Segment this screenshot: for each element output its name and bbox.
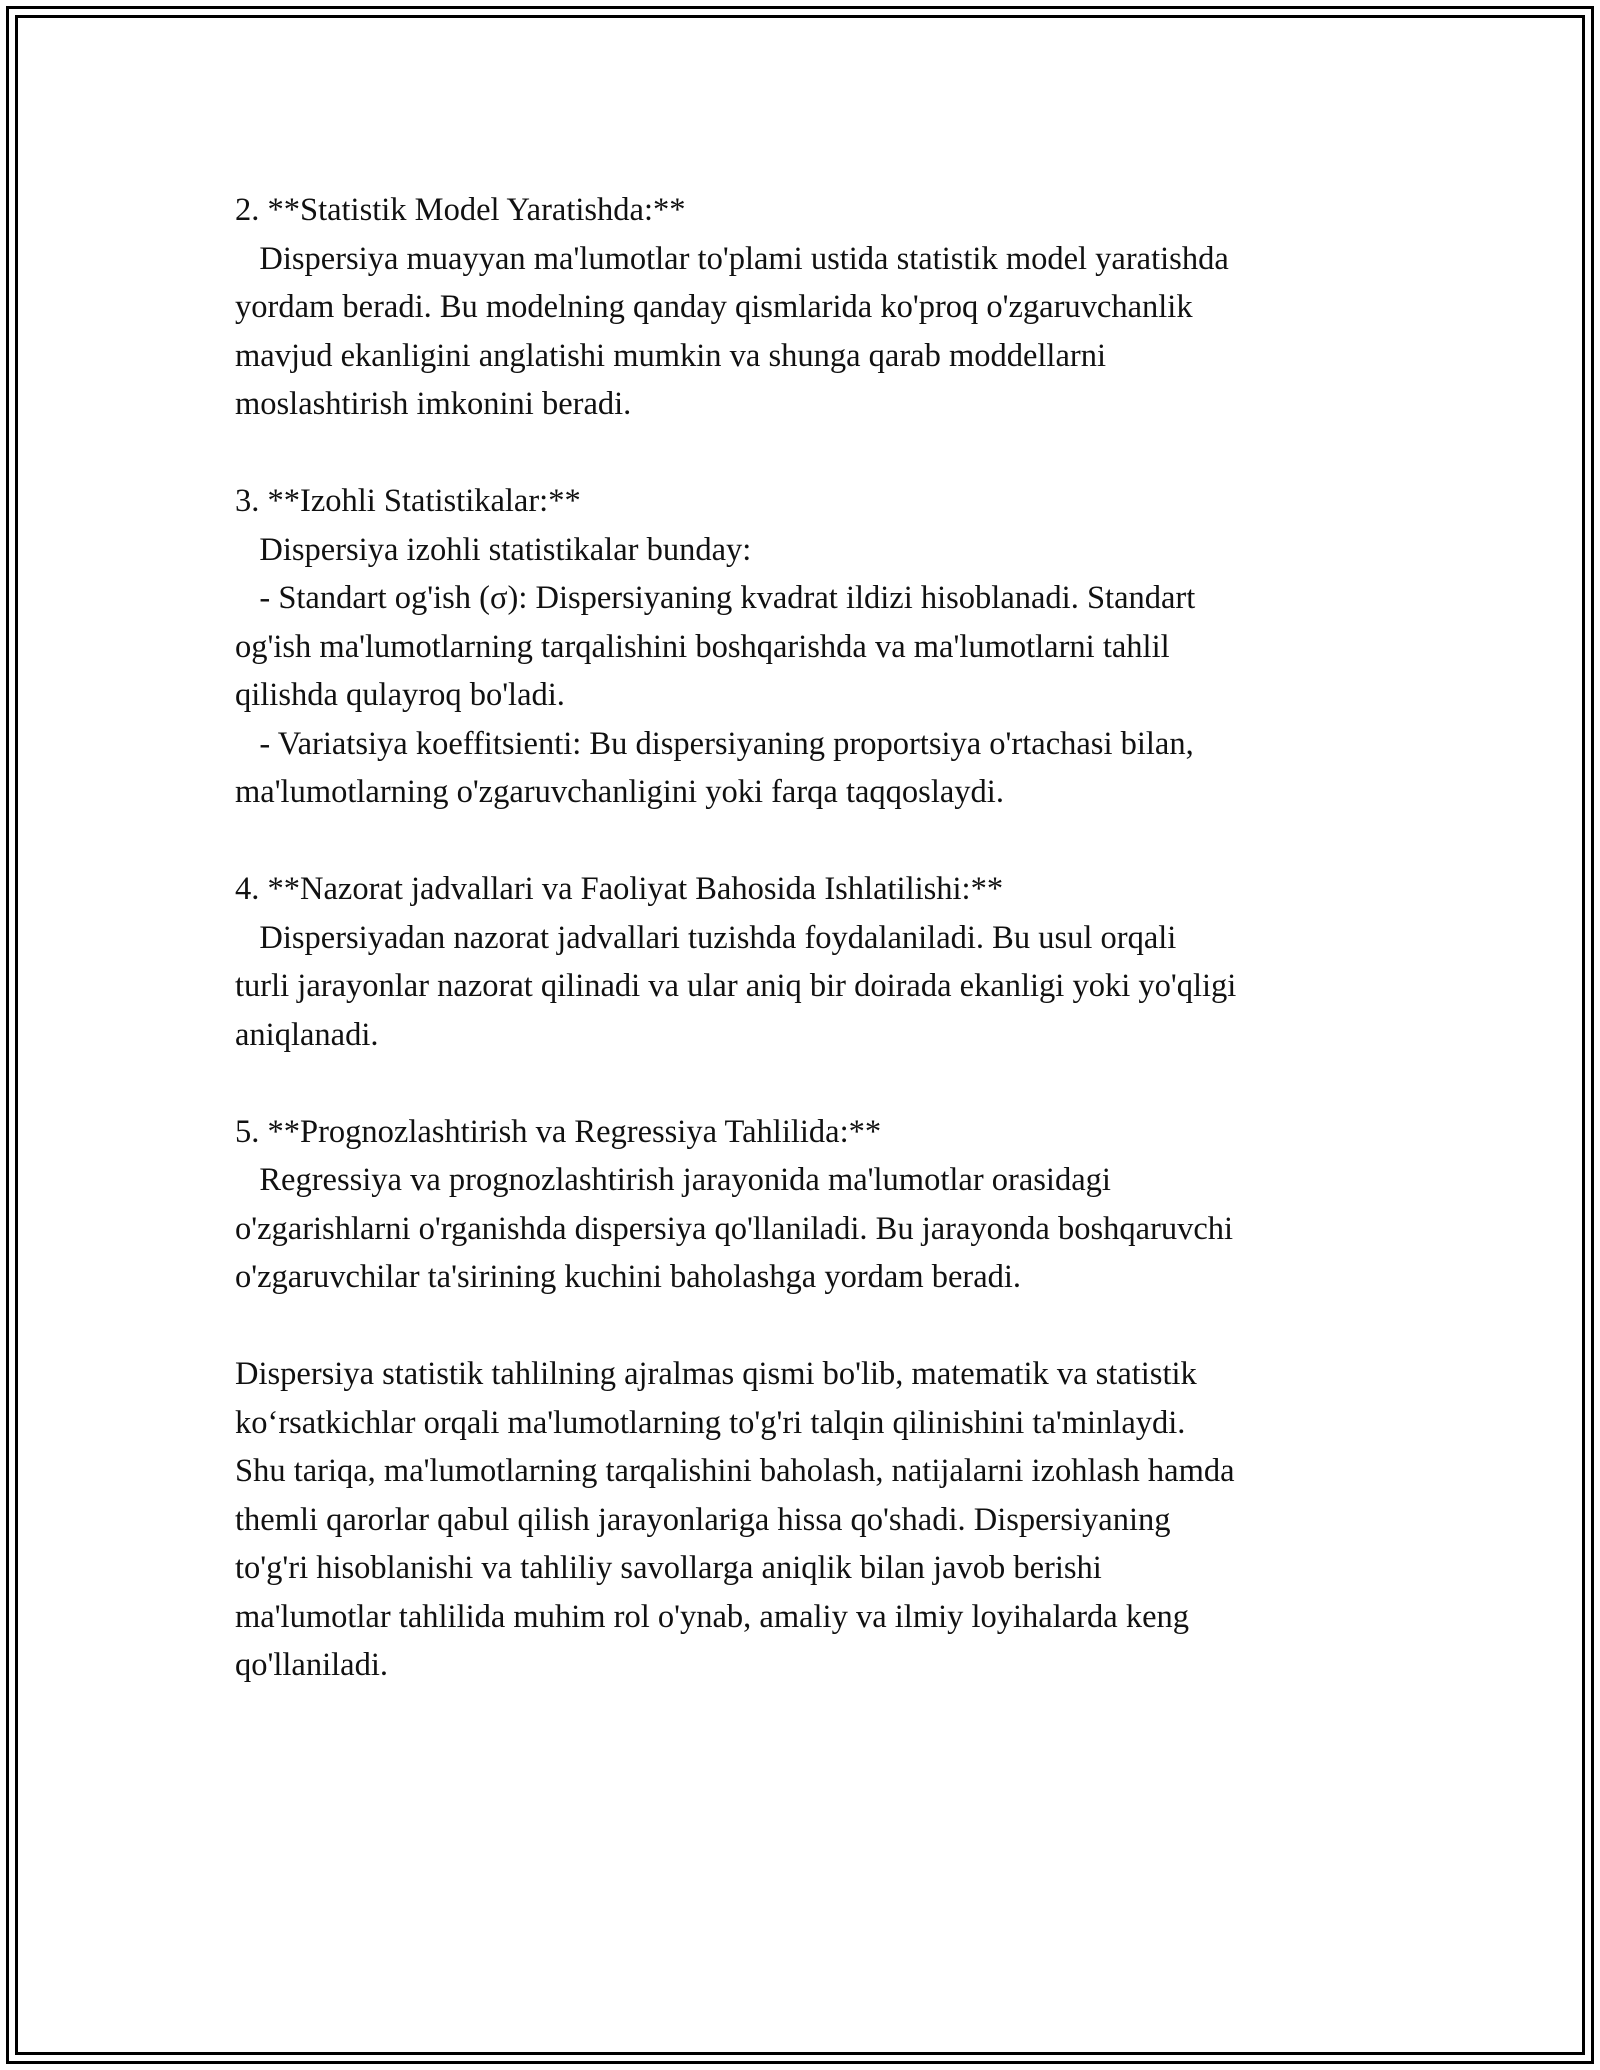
- text-line: o'zgarishlarni o'rganishda dispersiya qo'llaniladi. Bu jarayonda boshqaruvchi: [235, 1210, 1234, 1247]
- section-izohli-statistikalar: [235, 477, 1385, 817]
- text-line: turli jarayonlar nazorat qilinadi va ular aniq bir doirada ekanligi yoki yo'qligi: [235, 968, 1237, 1004]
- text-line: ko‘rsatkichlar orqali ma'lumotlarning to'g'ri talqin qilinishini ta'minlaydi.: [235, 1404, 1186, 1441]
- text-line: ma'lumotlarning o'zgaruvchanligini yoki farqa taqqoslaydi.: [235, 774, 1004, 810]
- section-conclusion: [235, 1350, 1385, 1690]
- text-line: og'ish ma'lumotlarning tarqalishini boshqarishda va ma'lumotlarni tahlil: [235, 628, 1170, 665]
- text-line: - Variatsiya koeffitsienti: Bu dispersiyaning proportsiya o'rtachasi bilan,: [235, 725, 1194, 762]
- section-statistik-model: [235, 186, 1385, 429]
- text-line: qo'llaniladi.: [235, 1647, 388, 1683]
- text-line: o'zgaruvchilar ta'sirining kuchini baholashga yordam beradi.: [235, 1259, 1022, 1295]
- text-line: Dispersiya izohli statistikalar bunday:: [235, 531, 752, 568]
- text-line: Regressiya va prognozlashtirish jarayonida ma'lumotlar orasidagi: [235, 1162, 1111, 1198]
- text-line: Dispersiya statistik tahlilning ajralmas qismi bo'lib, matematik va statistik: [235, 1356, 1197, 1392]
- section-heading: 3. **Izohli Statistikalar:**: [235, 483, 581, 519]
- text-line: themli qarorlar qabul qilish jarayonlariga hissa qo'shadi. Dispersiyaning: [235, 1501, 1171, 1538]
- text-line: Shu tariqa, ma'lumotlarning tarqalishini baholash, natijalarni izohlash hamda: [235, 1453, 1235, 1489]
- section-heading: 5. **Prognozlashtirish va Regressiya Tahlilida:**: [235, 1113, 882, 1150]
- text-line: qilishda qulayroq bo'ladi.: [235, 677, 565, 713]
- text-line: - Standart og'ish (σ): Dispersiyaning kvadrat ildizi hisoblanadi. Standart: [235, 580, 1196, 616]
- section-prognozlashtirish: [235, 1108, 1385, 1302]
- text-line: aniqlanadi.: [235, 1016, 379, 1053]
- text-line: Dispersiyadan nazorat jadvallari tuzishda foydalaniladi. Bu usul orqali: [235, 919, 1177, 956]
- text-line: moslashtirish imkonini beradi.: [235, 386, 632, 422]
- text-line: Dispersiya muayyan ma'lumotlar to'plami ustida statistik model yaratishda: [235, 240, 1229, 277]
- text-line: ma'lumotlar tahlilida muhim rol o'ynab, amaliy va ilmiy loyihalarda keng: [235, 1598, 1189, 1635]
- text-line: yordam beradi. Bu modelning qanday qismlarida ko'proq o'zgaruvchanlik: [235, 289, 1193, 325]
- document-body: [235, 186, 1385, 1738]
- section-heading: 2. **Statistik Model Yaratishda:**: [235, 192, 686, 228]
- section-nazorat-jadvallari: [235, 865, 1385, 1059]
- section-heading: 4. **Nazorat jadvallari va Faoliyat Bahosida Ishlatilishi:**: [235, 871, 1004, 907]
- text-line: to'g'ri hisoblanishi va tahliliy savollarga aniqlik bilan javob berishi: [235, 1550, 1102, 1586]
- text-line: mavjud ekanligini anglatishi mumkin va shunga qarab moddellarni: [235, 337, 1106, 374]
